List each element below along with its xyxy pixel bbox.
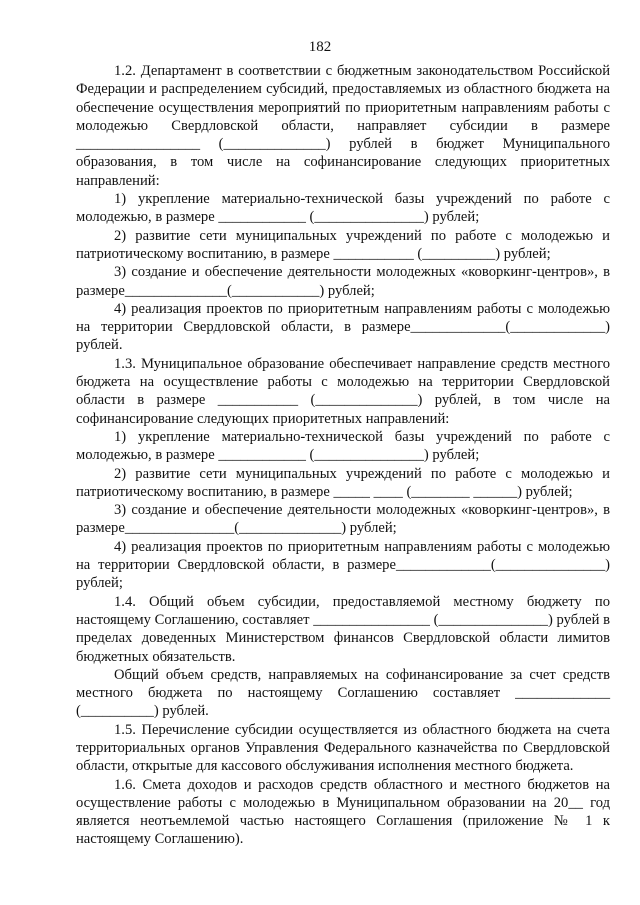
document-body [76, 62, 610, 849]
clause-1-3-item-3: 3) создание и обеспечение деятельности молодежных «коворкинг-центров», в размере_______________(______________) рублей; [76, 502, 610, 537]
clause-1-3-item-1: 1) укрепление материально-технической базы учреждений по работе с молодежью, в размере ____________ (_______________) рублей; [76, 428, 610, 464]
clause-1-3-item-4: 4) реализация проектов по приоритетным направлениям работы с молодежью на территории Свердловской области, в размере_____________(_______________) рублей; [76, 538, 610, 592]
clause-1-3: 1.3. Муниципальное образование обеспечивает направление средств местного бюджета на осуществление работы с молодежью на территории Свердловской области в размере ___________ (______________) рублей, в том числе на софинансирование следующих приоритетных направлений: [76, 355, 610, 427]
clause-1-6: 1.6. Смета доходов и расходов средств областного и местного бюджетов на осуществление работы с молодежью в Муниципальном образовании на 20__ год является неотъемлемой частью настоящего Соглашения (приложение № 1 к настоящему Соглашению). [76, 776, 610, 848]
page-number: 182 [308, 39, 332, 55]
clause-1-4: 1.4. Общий объем субсидии, предоставляемой местному бюджету по настоящему Соглашению, составляет ________________ (_______________) рублей в пределах доведенных Министерством финансов Свердловской области лимитов бюджетных обязательств. [76, 593, 610, 665]
clause-1-2: 1.2. Департамент в соответствии с бюджетным законодательством Российской Федерации и распределением субсидий, предоставляемых из областного бюджета на обеспечение осуществления мероприятий по приоритетным направлениям работы с молодежью Свердловской области, направляет субсидии в размере _________________ (______________) рублей в бюджет Муниципального образования, в том числе на софинансирование следующих приоритетных направлений: [76, 63, 610, 189]
clause-1-2-item-2: 2) развитие сети муниципальных учреждений по работе с молодежью и патриотическому воспитанию, в размере ___________ (__________) рублей; [76, 227, 610, 262]
clause-1-5: 1.5. Перечисление субсидии осуществляется из областного бюджета на счета территориальных органов Управления Федерального казначейства по Свердловской области, открытые для кассового обслуживания исполнения местного бюджета. [76, 721, 610, 775]
clause-1-2-item-4: 4) реализация проектов по приоритетным направлениям работы с молодежью на территории Свердловской области, в размере_____________(_____________) рублей. [76, 300, 610, 354]
clause-1-2-item-3: 3) создание и обеспечение деятельности молодежных «коворкинг-центров», в размере______________(____________) рублей; [76, 264, 610, 299]
clause-1-2-item-1: 1) укрепление материально-технической базы учреждений по работе с молодежью, в размере ____________ (_______________) рублей; [76, 191, 610, 226]
clause-1-4-cofinancing: Общий объем средств, направляемых на софинансирование за счет средств местного бюджета по настоящему Соглашению составляет _____________ (__________) рублей. [76, 666, 610, 720]
clause-1-3-item-2: 2) развитие сети муниципальных учреждений по работе с молодежью и патриотическому воспитанию, в размере _____ ____ (________ ______) рублей; [76, 465, 610, 500]
